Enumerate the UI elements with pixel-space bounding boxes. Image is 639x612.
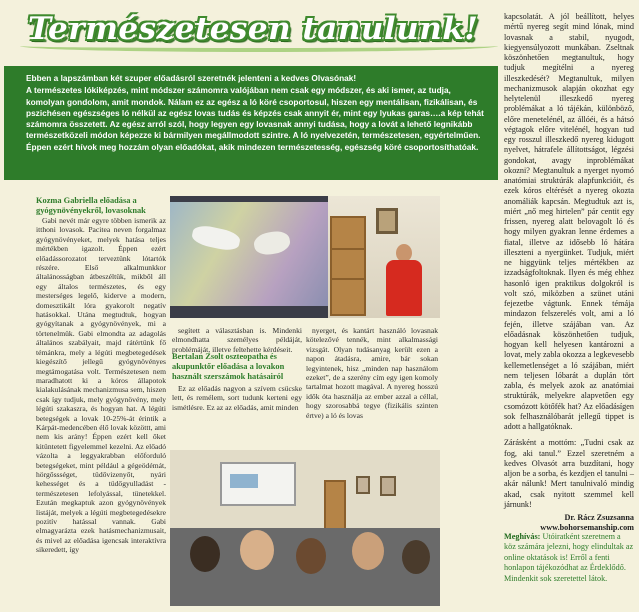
column-three [306,326,438,420]
section1-text: Gabi nevét már egyre többen ismerik az itthoni lovasok. Pacitea neven forgalmaz gyógynövényeket, melyek hatása teljes mértékben igazolt. Éppen ezért előadássorozatot terveztünk lótartók részére. Első alkalmunkkor általánosságban átbeszéltük, mikből áll egy általos természetes, és egy mesterséges legelő, kiderve a modern, domesztikált lóra gyakorolt negatív hatásokkal. Utána megtudtuk, hogyan gyógyítanak a gyógynövények, mi a törtenelmük. Gabi elmondta az adagolás általános szabályait, majd rátértünk fő témánkra, mely a légúti megbetegedések kiegészítő jellegű gyógynövényes megtámogatása volt. Természetesen nem maradhatott ki a kóros állapotok kialakulásának mechanizmusa sem, hiszen csak így tudjuk, mely gyógynövény, mely légúti szakaszra, és hogyan hat. A légúti betegségek a lovak 10-25%-át érintik a Kárpát-medencében élő lovak közöttt, ami nem kis arány! Éppen ezért kell őket kitüntetett figyelemmel kezelni. Az előadó vázolta a leggyakrabban előforduló betegségeket, mint például a gégeödémát, hörgőssséget, tüdővizenyőt, nyári kehességet és a tüdőgyulladást - természetesen lefolyással, tünetekkel. Ezután megkaptuk azon gyógynövények listáját, melyek a légúti megbetegedésekre pozitív hatással vannak. Gabi elmagyarázta ezek hatásmechanizmusait, és mivel az előadása igencsak interaktívra sikeredett, így [36,216,166,555]
page-title: Természetesen tanulunk! [28,11,479,47]
invitation-note [504,532,634,584]
right-column [504,12,634,534]
wall-picture [380,476,396,496]
intro-box [4,66,498,180]
section1-heading: Kozma Gabriella előadása a gyógynövényekről, lovasoknak [36,196,146,215]
section2-heading: Bertalan Zsolt oszteopatha és akupunktőr előadása a lovakon használt szerszámok hatásairól [172,352,285,381]
right-column-text: kapcsolatát. A jól beállított, helyes mértű nyereg segít mind lónak, mind lovasnak a stabil, nyugodt, kiegyensúlyozott munkában. Zseltnak köszönhetően megtanultuk, hogy tudjuk megítélni a nyereg illeszkedését? Megtanultuk, milyen mechanizmusok alapján okozhat egy helytelenül illeszkedő nyereg problémákat a ló tájékán, különböző, előre menetelénél, az állóéi, és a hátsó végtagok előre vitelénél, hogyan tud egy rosszul illeszkedő nyereg kidugott nyelvet, hátrafele állítottságot, légzési gondokat, avagy inproblémákat okozni? Megtanultuk a nyerget nyomó anatómiai struktúrák alapfunkcióit, és ezek kóros eltérését a nyereg okozta anomáliák kapcsán. Megtudtuk azt is, miért „nő meg hirtelen” pár centit egy frissen, nyereg alatt belovagolt ló és hogy milyen gyakran lenne érdemes a fiatal, illetve az idősebb ló hátára illeszteni a nyergünket. Tudjuk, miért ne higgyünk teljes mértékben az izzadságfoltoknak. Ilyen és még ehhez hasonló igen praktikus dolgokról is volt szó, miközben a szünet utáni fejezetbe vágtunk. Ennek témája mindazon felszerelés volt, ami a ló fején, illetve szájában van. Az előadásnak köszönhetően tudjuk, hogyan kell helyesen kantározni a lovat, mely zabla okozza a legkevesebb kellemetlenséget a ló szájában, miért nem teljesen lóbarát a duplán tört zabla, és melyek azok az anatómiai struktúrák, melyekre alapvetően egy csomózott kötőfék hat? Az előadásígen sok felhasználóbarát jellegű tippet is adott a hallgatóknak. [504,12,634,431]
col3-text: nyerget, és kantárt használó lovasnak kötelezővé tennék, mint alkalmassági vizsgát. Olyan tudásanyag került ezen a napon átadásra, amire, bár sokan legyintenek, hisz „minden nap használom ezeket”, de a szerény cím egy igen komoly tartalmat hozott magával. A nyereg hosszú idők óta használja az ember azzal a céllal, hogy szorosabbá tegye (fizikális szinten értve) a ló és lovas [306,326,438,420]
lecture-photo-herbs [170,196,440,318]
projector-screen [220,462,296,506]
invitation-text: Utóiratként szeretnem a köz számára jelezni, hogy elindultak az online oktatások is! Erről a fenti honlapon tájékozódhat az Érdeklődő. Mindenkit sok szeretettel látok. [504,532,634,583]
section1-column [36,216,166,555]
section2-column [172,384,302,412]
lecture-photo-saddles [170,450,440,606]
author-website: www.bohorsemanship.com [540,523,634,533]
audience-head [352,532,384,570]
title-swoosh-decoration [20,40,498,52]
intro-body: A természetes lókiképzés, mint módszer számomra valójában nem csak egy módszer, és aki ismer, az tudja, komolyan gondolom, amit mondok. Nálam ez az egész a ló köré csoportosul, hiszen egy mentálisan, fizikálisan, és pszichésen egészséges ló nélkül az egész lovas tudás és képzés csak annyit ér, mint egy lyukas garas….a kép tehát számomra összetett. Az egész arról szól, hogy legyen egy lovasnak annyi tudása, hogy a lovát a lehető legnikább természetközeli módon képezze ki bármilyen megállmodott szintre. A ló nyelvezetén, természetesen, egyértelműen. Éppen ezért hívok meg hozzám olyan előadókat, akik mindezen természetesség, egészség köré csoportosíthatóak. [26,85,484,152]
intro-lead: Ebben a lapszámban két szuper előadásról szeretnék jelenteni a kedves Olvasónak! [26,73,357,83]
closing-motto: Zárásként a mottóm: „Tudni csak az fog, aki tanul.” Ezzel szeretném a kedves Olvasót arra buzdítani, hogy aljon be a sorba, és kezdjen el tanulni – akár nálunk! Mert tanulnivaló mindig akad, csak nyitott szemmel kell járnunk! [504,438,634,509]
audience-head [190,536,220,572]
wall-picture [356,476,370,494]
presenter-body [386,260,422,316]
slide-bone-shape [190,223,241,253]
audience [170,528,440,606]
audience-head [296,538,326,574]
projector-screen [170,202,328,306]
section2-text: Ez az előadás nagyon a szívem csücske lett, és remélem, sort tudunk kerteni egy ismétlésre. Ez az az előadás, amit minden [172,384,302,412]
slide-bone-shape [252,229,291,257]
col2-text: segített a választásban is. Mindenki elmondhatta személyes példáját, problémáját, illetve feltehette kérdéseit. [172,326,302,354]
wooden-shelf [330,216,366,316]
column-two [172,326,302,354]
invitation-label: Meghívás: [504,532,541,541]
presenter-figure [384,244,424,316]
audience-head [402,540,430,574]
author-signature: Dr. Rácz Zsuzsanna [564,513,634,522]
audience-head [240,530,274,570]
wall-picture [376,208,398,234]
